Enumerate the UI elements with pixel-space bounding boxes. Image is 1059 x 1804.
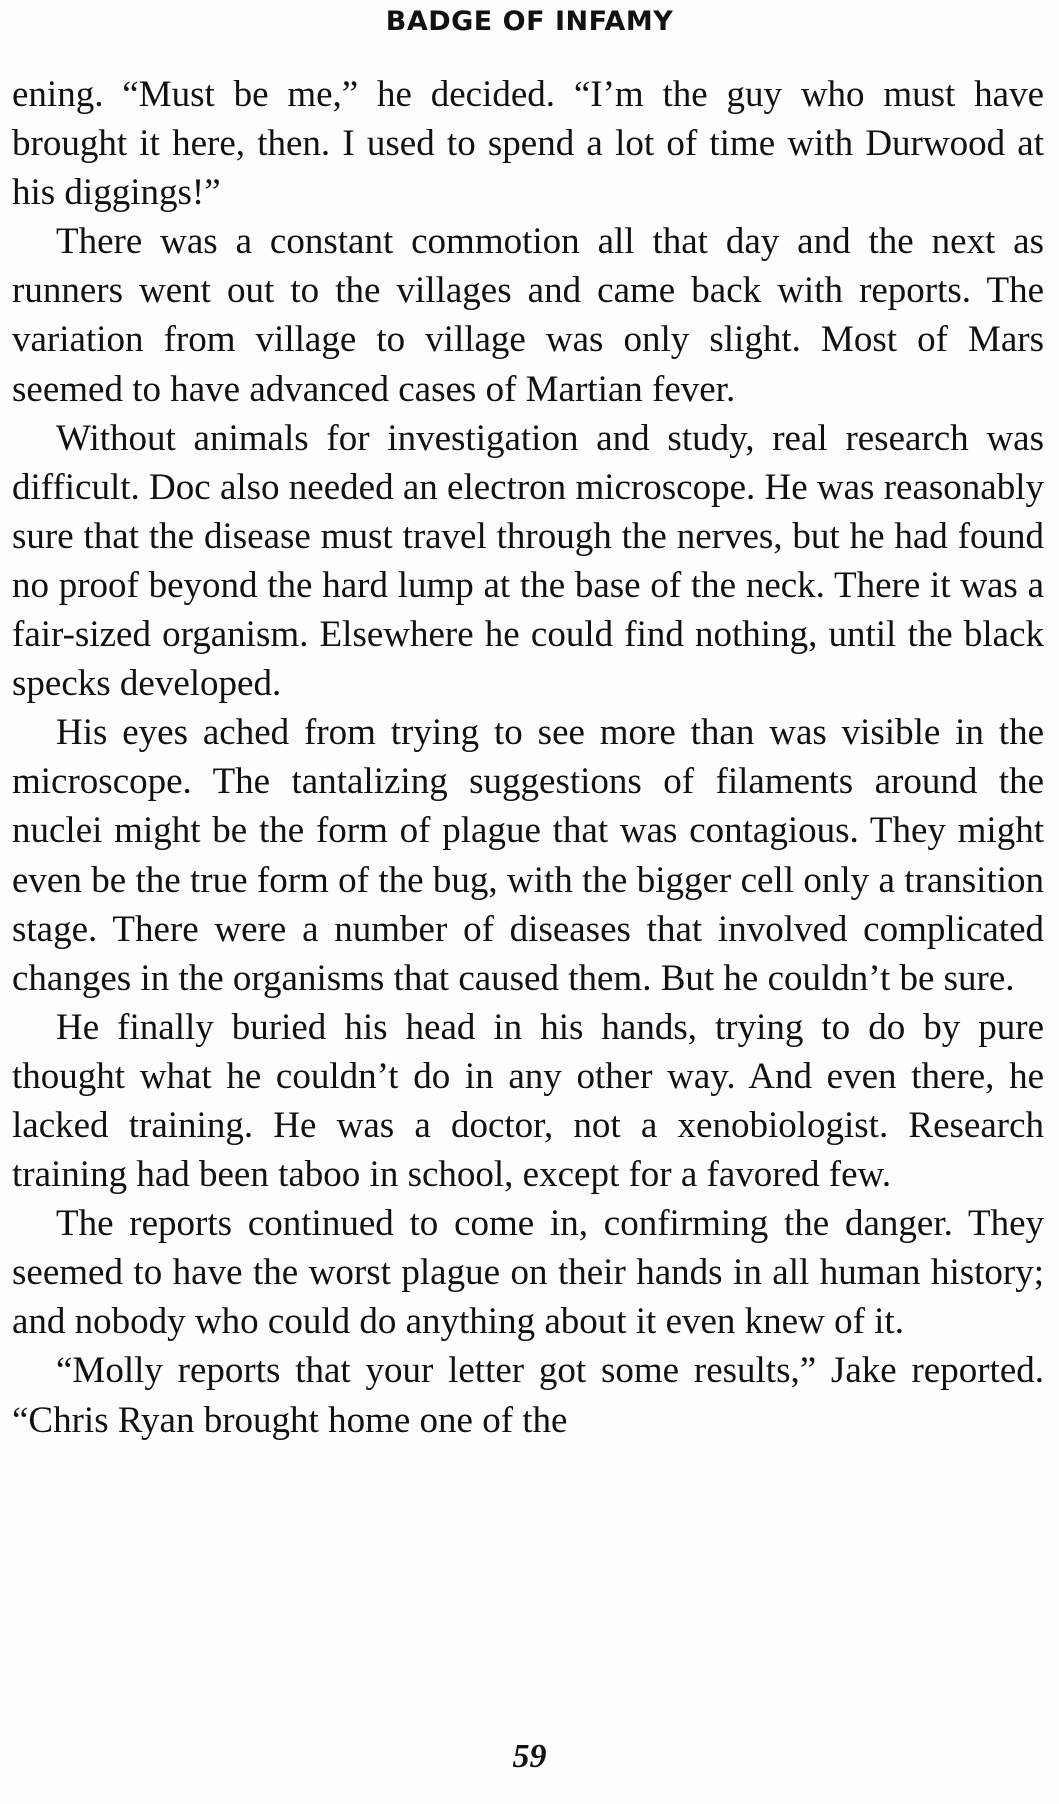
running-head-title: BADGE OF INFAMY <box>385 6 674 37</box>
paragraph-5: He finally buried his head in his hands, trying to do by pure thought what he couldn’t do in any other way. And even there, he lacked training. He was a doctor, not a xenobiologist. Research training had been taboo in school, except for a favored few. <box>12 1006 1044 1196</box>
paragraph-1-continued: ening. “Must be me,” he decided. “I’m the guy who must have brought it here, then. I used to spend a lot of time with Durwood at his diggings!” <box>12 74 1044 214</box>
paragraph-6: The reports continued to come in, confirming the danger. They seemed to have the worst plague on their hands in all human history; and nobody who could do anything about it even knew of it. <box>12 1203 1044 1343</box>
paragraph-2: There was a constant commotion all that day and the next as runners went out to the villages and came back with reports. The variation from village to village was only slight. Most of Mars seemed to have advanced cases of Martian fever. <box>12 221 1044 410</box>
paragraph-3: Without animals for investigation and study, real research was difficult. Doc also needed an electron microscope. He was reasonably sure that the disease must travel through the nerves, but he had found no proof beyond the hard lump at the base of the neck. There it was a fair-sized organism. Elsewhere he could find nothing, until the black specks developed. <box>12 417 1044 705</box>
body-text <box>12 70 1044 1445</box>
paragraph-7: “Molly reports that your letter got some results,” Jake reported. “Chris Ryan brought home one of the <box>12 1350 1044 1441</box>
paragraph-4: His eyes ached from trying to see more than was visible in the microscope. The tantalizing suggestions of filaments around the nuclei might be the form of plague that was contagious. They might even be the true form of the bug, with the bigger cell only a transition stage. There were a number of diseases that involved complicated changes in the organisms that caused them. But he couldn’t be sure. <box>12 712 1044 999</box>
page-number: 59 <box>512 1738 547 1775</box>
